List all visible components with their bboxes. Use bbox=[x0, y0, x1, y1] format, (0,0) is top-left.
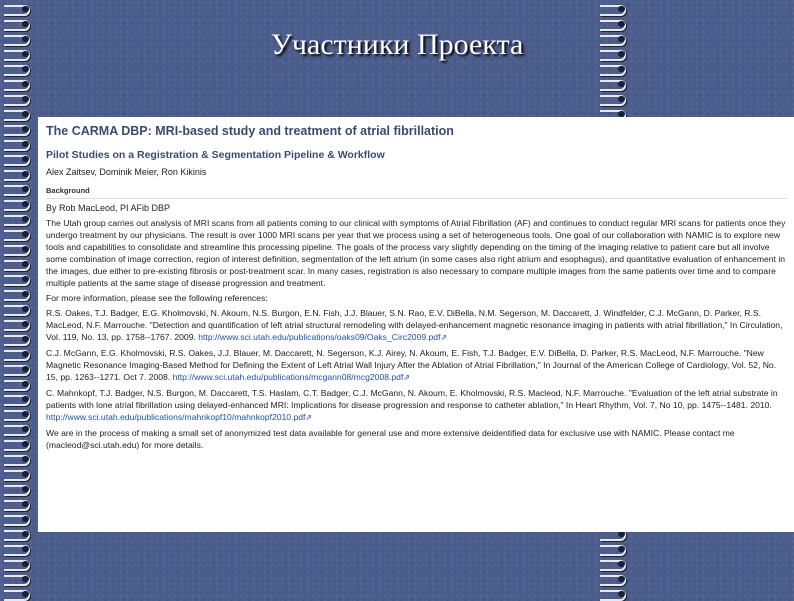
binding-ring bbox=[2, 184, 32, 194]
binding-ring bbox=[2, 79, 32, 89]
document-subheading: Pilot Studies on a Registration & Segmentation Pipeline & Workflow bbox=[46, 149, 385, 161]
ring-hole bbox=[22, 471, 29, 477]
binding-ring bbox=[2, 229, 32, 239]
ring-hole bbox=[618, 81, 625, 87]
binding-ring bbox=[2, 514, 32, 524]
binding-ring bbox=[2, 394, 32, 404]
binding-ring bbox=[2, 469, 32, 479]
ring-hole bbox=[22, 6, 29, 12]
ring-hole bbox=[618, 66, 625, 72]
ring-hole bbox=[22, 426, 29, 432]
ring-hole bbox=[22, 456, 29, 462]
reference-link[interactable]: http://www.sci.utah.edu/publications/mahnkopf10/mahnkopf2010.pdf bbox=[46, 412, 306, 422]
binding-ring bbox=[2, 274, 32, 284]
binding-ring bbox=[2, 259, 32, 269]
binding-ring bbox=[2, 4, 32, 14]
ring-hole bbox=[22, 396, 29, 402]
binding-ring bbox=[2, 109, 32, 119]
binding-ring bbox=[2, 484, 32, 494]
binding-ring bbox=[598, 589, 628, 599]
binding-ring bbox=[2, 529, 32, 539]
binding-ring bbox=[2, 64, 32, 74]
binding-ring bbox=[598, 544, 628, 554]
binding-ring bbox=[2, 244, 32, 254]
ring-hole bbox=[22, 66, 29, 72]
binding-ring bbox=[2, 499, 32, 509]
binding-ring bbox=[2, 349, 32, 359]
ring-hole bbox=[22, 486, 29, 492]
ring-hole bbox=[22, 516, 29, 522]
binding-ring bbox=[2, 379, 32, 389]
binding-ring bbox=[2, 559, 32, 569]
ring-hole bbox=[22, 201, 29, 207]
ring-hole bbox=[22, 231, 29, 237]
ring-hole bbox=[22, 126, 29, 132]
reference-text: C. Mahnkopf, T.J. Badger, N.S. Burgon, M. Daccarett, T.S. Haslam, C.T. Badger, C.J. McGann, N. Akoum, E. Kholmovski, R.S. Macleod, N.F. Marrouche. "Evaluation of the left atrial substrate in patients with lone atrial fibrillation using delayed-enhanced MRI: Implications for disease progression and response to catheter ablation," In Heart Rhythm, Vol. 7, No 10, pp. 1475--1481. 2010. bbox=[46, 388, 778, 410]
ring-hole bbox=[618, 6, 625, 12]
ring-hole bbox=[22, 531, 29, 537]
reference-item bbox=[46, 307, 788, 344]
external-link-icon[interactable]: ⇗ bbox=[305, 413, 313, 422]
reference-link[interactable]: http://www.sci.utah.edu/publications/mcgann08/mcg2008.pdf bbox=[172, 372, 404, 382]
binding-ring bbox=[2, 199, 32, 209]
ring-hole bbox=[22, 96, 29, 102]
authors: Alex Zaitsev, Dominik Meier, Ron Kikinis bbox=[46, 167, 207, 177]
binding-ring bbox=[598, 574, 628, 584]
binding-ring bbox=[2, 424, 32, 434]
binding-ring bbox=[2, 124, 32, 134]
ring-hole bbox=[618, 591, 625, 597]
reference-item bbox=[46, 347, 788, 384]
binding-ring bbox=[2, 94, 32, 104]
binding-ring bbox=[598, 559, 628, 569]
binding-ring bbox=[598, 79, 628, 89]
ring-hole bbox=[22, 576, 29, 582]
reference-text: C.J. McGann, E.G. Kholmovski, R.S. Oakes, J.J. Blauer, M. Daccarett, N. Segerson, K.J. Airey, N. Akoum, E. Fish, T.J. Badger, E.V. DiBella, D. Parker, R.S. MacLeod, N.F. Marrouche. "New Magnetic Resonance Imaging-Based Method for Defining the Extent of Left Atrial Wall Injury After the Ablation of Atrial Fibrillation," In Journal of the American College of Cardiology, Vol. 52, No. 15, pp. 1263--1271. Oct 7. 2008. bbox=[46, 348, 777, 382]
binding-ring bbox=[2, 154, 32, 164]
spiral-binding-left bbox=[2, 0, 34, 595]
binding-ring bbox=[2, 304, 32, 314]
binding-ring bbox=[598, 94, 628, 104]
binding-ring bbox=[2, 544, 32, 554]
ring-hole bbox=[618, 21, 625, 27]
ring-hole bbox=[22, 261, 29, 267]
ring-hole bbox=[22, 276, 29, 282]
ring-hole bbox=[22, 216, 29, 222]
ring-hole bbox=[22, 336, 29, 342]
ring-hole bbox=[22, 81, 29, 87]
ring-hole bbox=[22, 111, 29, 117]
slide-title: Участники Проекта bbox=[270, 28, 524, 61]
external-link-icon[interactable]: ⇗ bbox=[440, 333, 448, 342]
ring-hole bbox=[22, 291, 29, 297]
document-panel bbox=[38, 117, 794, 532]
ring-hole bbox=[22, 156, 29, 162]
ring-hole bbox=[22, 441, 29, 447]
ring-hole bbox=[22, 546, 29, 552]
ring-hole bbox=[22, 306, 29, 312]
ring-hole bbox=[22, 351, 29, 357]
binding-ring bbox=[2, 169, 32, 179]
ring-hole bbox=[22, 186, 29, 192]
binding-ring bbox=[598, 4, 628, 14]
binding-ring bbox=[2, 319, 32, 329]
binding-ring bbox=[2, 574, 32, 584]
reference-item bbox=[46, 387, 788, 424]
binding-ring bbox=[2, 364, 32, 374]
ring-hole bbox=[22, 246, 29, 252]
binding-ring bbox=[2, 289, 32, 299]
ring-hole bbox=[22, 321, 29, 327]
ring-hole bbox=[618, 561, 625, 567]
document-heading: The CARMA DBP: MRI-based study and treatment of atrial fibrillation bbox=[46, 124, 454, 138]
ring-hole bbox=[618, 576, 625, 582]
ring-hole bbox=[22, 381, 29, 387]
section-heading-background: Background bbox=[46, 186, 788, 199]
binding-ring bbox=[2, 409, 32, 419]
more-info-text: For more information, please see the following references: bbox=[46, 293, 268, 303]
ring-hole bbox=[22, 411, 29, 417]
binding-ring bbox=[2, 214, 32, 224]
reference-link[interactable]: http://www.sci.utah.edu/publications/oaks09/Oaks_Circ2009.pdf bbox=[198, 332, 441, 342]
binding-ring bbox=[2, 439, 32, 449]
background-paragraph: The Utah group carries out analysis of MRI scans from all patients coming to our clinical with symptoms of Atrial Fibrillation (AF) and continues to conduct regular MRI scans for patients once they undergo treatment by our physicians. The result is over 1000 MRI scans per year that we process using a set of heterogeneous tools. One goal of our collaboration with NAMIC is to explore new tools and capabilities to consolidate and streamline this processing pipeline. The goals of the process vary slightly depending on the timing of the imaging relative to patient care but all involve some combination of image correction, region of interest definition, segmentation of the left atrium (in some cases also right atrium and esophagus), and quantitative evaluation of enhancement in the images, due either to pre-existing fibrosis or post-treatment scar. In many cases, registration is also necessary to compare multiple images from the same patients over time and to compare multiple patients at the same stage of disease progression and treatment. bbox=[46, 218, 786, 288]
ring-hole bbox=[22, 171, 29, 177]
binding-ring bbox=[598, 64, 628, 74]
binding-ring bbox=[2, 139, 32, 149]
ring-hole bbox=[618, 546, 625, 552]
closing-paragraph: We are in the process of making a small set of anonymized test data available for general use and more extensive deidentified data for exclusive use with NAMIC. Please contact me (macleod@sci.utah.edu) for more details. bbox=[46, 428, 735, 450]
byline: By Rob MacLeod, PI AFib DBP bbox=[46, 203, 171, 213]
ring-hole bbox=[22, 21, 29, 27]
ring-hole bbox=[618, 96, 625, 102]
ring-hole bbox=[22, 501, 29, 507]
ring-hole bbox=[22, 591, 29, 597]
binding-ring bbox=[2, 334, 32, 344]
ring-hole bbox=[22, 366, 29, 372]
ring-hole bbox=[22, 141, 29, 147]
binding-ring bbox=[2, 454, 32, 464]
reference-text: R.S. Oakes, T.J. Badger, E.G. Kholmovski, N. Akoum, N.S. Burgon, E.N. Fish, J.J. Blauer, S.N. Rao, E.V. DiBella, N.M. Segerson, M. Daccarett, J. Windfelder, C.J. McGann, D. Parker, R.S. MacLeod, N.F. Marrouche. "Detection and quantification of left atrial structural remodeling with delayed-enhancement magnetic resonance imaging in patients with atrial fibrillation," In Circulation, Vol. 119, No. 13, pp. 1758--1767. 2009. bbox=[46, 308, 783, 342]
binding-ring bbox=[2, 589, 32, 599]
external-link-icon[interactable]: ⇗ bbox=[403, 373, 411, 382]
ring-hole bbox=[22, 561, 29, 567]
